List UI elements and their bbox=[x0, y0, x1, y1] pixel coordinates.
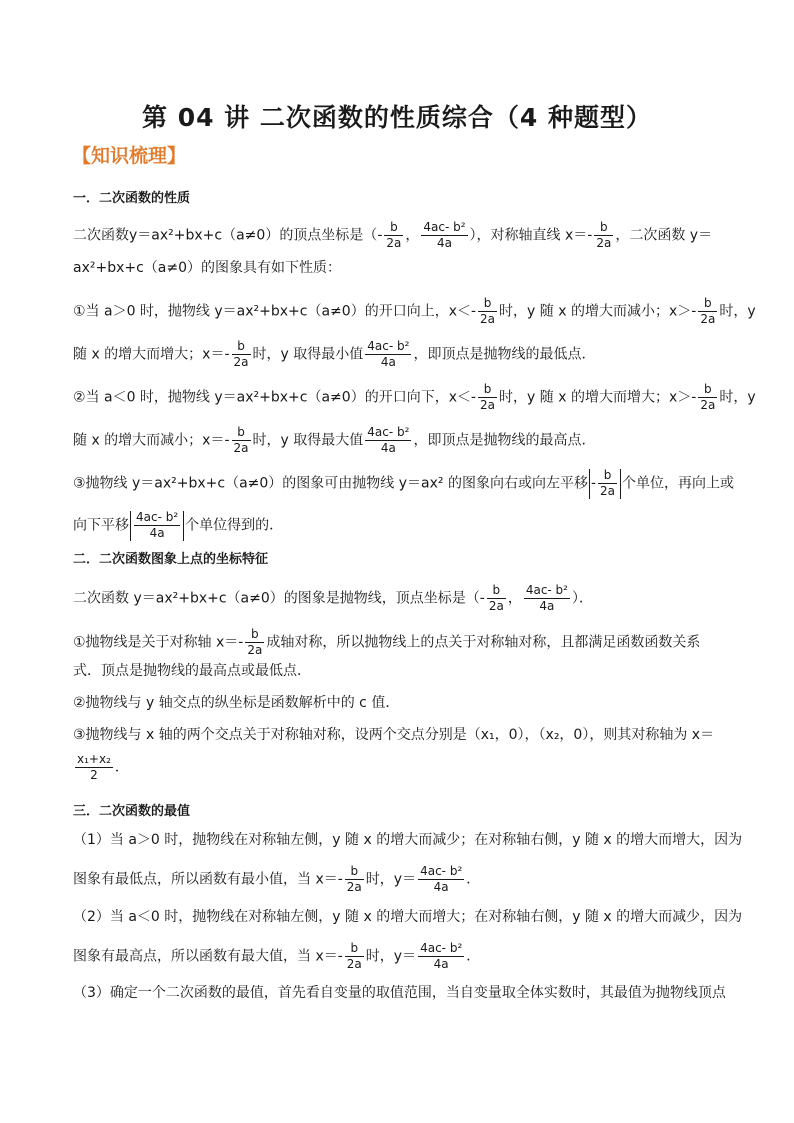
fraction-b-over-2a: $\frac{b}{2a}$ bbox=[480, 382, 496, 412]
fraction-b-over-2a: $\frac{b}{2a}$ bbox=[488, 583, 504, 613]
fraction-b-over-2a: $\frac{b}{2a}$ bbox=[346, 864, 362, 894]
fraction-4ac-b2-over-4a: $\frac{\text{4ac- b²}}{4a}$ bbox=[525, 583, 568, 613]
fraction-b-over-2a: $\frac{b}{2a}$ bbox=[596, 220, 612, 250]
paragraph-line: 图象有最高点，所以函数有最大值，当 x＝- $\frac{b}{2a}$ 时，y＝ $\frac{\text{4ac- b²}}{4a}$ ． bbox=[73, 941, 481, 971]
paragraph-line: 二次函数 y＝ax²+bx+c（a≠0）的图象是抛物线，顶点坐标是（- $\frac{b}{2a}$ ， $\frac{\text{4ac- b²}}{4a}$ ）． bbox=[73, 583, 593, 613]
fraction-4ac-b2-over-4a: $\frac{\text{4ac- b²}}{4a}$ bbox=[420, 864, 463, 894]
section-heading-properties: 一．二次函数的性质 bbox=[73, 191, 191, 206]
paragraph-line: 式．顶点是抛物线的最高点或最低点． bbox=[73, 663, 311, 679]
paragraph-line: 二次函数y＝ax²+bx+c（a≠0）的顶点坐标是（- $\frac{b}{2a}$ ， $\frac{\text{4ac- b²}}{4a}$ ），对称轴直线 x＝- $\frac{b}{2a}$ ，二次函数 y＝ bbox=[73, 220, 713, 250]
fraction-4ac-b2-over-4a: $\frac{\text{4ac- b²}}{4a}$ bbox=[420, 941, 463, 971]
fraction-b-over-2a: $\frac{b}{2a}$ bbox=[247, 627, 263, 657]
fraction-4ac-b2-over-4a: $\frac{\text{4ac- b²}}{4a}$ bbox=[367, 425, 410, 455]
absolute-bar bbox=[589, 469, 590, 499]
paragraph-line: ②抛物线与 y 轴交点的纵坐标是函数解析中的 c 值． bbox=[73, 695, 400, 711]
fraction-b-over-2a: $\frac{b}{2a}$ bbox=[233, 425, 249, 455]
paragraph-line: ①抛物线是关于对称轴 x＝- $\frac{b}{2a}$ 成轴对称，所以抛物线上的点关于对称轴对称，且都满足函数函数关系 bbox=[73, 627, 701, 657]
fraction-b-over-2a: $\frac{b}{2a}$ bbox=[700, 296, 716, 326]
section-heading-coordinate-features: 二．二次函数图象上点的坐标特征 bbox=[73, 552, 269, 567]
paragraph-line: $\frac{\text{x₁+x₂}}{2}$ ． bbox=[77, 752, 129, 782]
paragraph-line: ③抛物线 y＝ax²+bx+c（a≠0）的图象可由抛物线 y＝ax² 的图象向右或向左平移 - $\frac{b}{2a}$ 个单位，再向上或 bbox=[73, 468, 735, 498]
page-title: 第 04 讲 二次函数的性质综合（4 种题型） bbox=[141, 103, 652, 132]
paragraph-line: （2）当 a＜0 时，抛物线在对称轴左侧，y 随 x 的增大而增大；在对称轴右侧，y 随 x 的增大而减少，因为 bbox=[73, 909, 743, 925]
paragraph-line: ①当 a＞0 时，抛物线 y＝ax²+bx+c（a≠0）的开口向上，x＜- $\frac{b}{2a}$ 时，y 随 x 的增大而减小；x＞- $\frac{b}{2a}$ 时，y bbox=[73, 296, 756, 326]
absolute-bar bbox=[130, 511, 131, 541]
fraction-4ac-b2-over-4a: $\frac{\text{4ac- b²}}{4a}$ bbox=[423, 220, 466, 250]
fraction-b-over-2a: $\frac{b}{2a}$ bbox=[480, 296, 496, 326]
section-heading-extremum: 三．二次函数的最值 bbox=[73, 804, 191, 819]
fraction-b-over-2a: $\frac{b}{2a}$ bbox=[700, 382, 716, 412]
absolute-bar bbox=[620, 469, 621, 499]
paragraph-line: 随 x 的增大而增大；x＝- $\frac{b}{2a}$ 时，y 取得最小值 $\frac{\text{4ac- b²}}{4a}$ ，即顶点是抛物线的最低点． bbox=[73, 339, 596, 369]
fraction-b-over-2a: $\frac{b}{2a}$ bbox=[233, 339, 249, 369]
fraction-b-over-2a: $\frac{b}{2a}$ bbox=[386, 220, 402, 250]
fraction-4ac-b2-over-4a: $\frac{\text{4ac- b²}}{4a}$ bbox=[136, 510, 179, 540]
fraction-b-over-2a: $\frac{b}{2a}$ bbox=[600, 468, 616, 498]
paragraph-line: ③抛物线与 x 轴的两个交点关于对称轴对称，设两个交点分别是（x₁，0），（x₂，0），则其对称轴为 x＝ bbox=[73, 727, 715, 743]
paragraph-line: ②当 a＜0 时，抛物线 y＝ax²+bx+c（a≠0）的开口向下，x＜- $\frac{b}{2a}$ 时，y 随 x 的增大而增大；x＞- $\frac{b}{2a}$ 时，y bbox=[73, 382, 756, 412]
paragraph-line: ax²+bx+c（a≠0）的图象具有如下性质： bbox=[73, 260, 342, 276]
fraction-x1-plus-x2-over-2: $\frac{\text{x₁+x₂}}{2}$ bbox=[77, 752, 111, 782]
section-tag-knowledge: 【知识梳理】 bbox=[72, 145, 187, 167]
paragraph-line: 随 x 的增大而减小；x＝- $\frac{b}{2a}$ 时，y 取得最大值 $\frac{\text{4ac- b²}}{4a}$ ，即顶点是抛物线的最高点． bbox=[73, 425, 596, 455]
paragraph-line: （3）确定一个二次函数的最值，首先看自变量的取值范围，当自变量取全体实数时，其最值为抛物线顶点 bbox=[73, 985, 726, 1001]
fraction-4ac-b2-over-4a: $\frac{\text{4ac- b²}}{4a}$ bbox=[367, 339, 410, 369]
paragraph-line: 向下平移 $\frac{\text{4ac- b²}}{4a}$ 个单位得到的． bbox=[73, 510, 284, 540]
paragraph-line: 图象有最低点，所以函数有最小值，当 x＝- $\frac{b}{2a}$ 时，y＝ $\frac{\text{4ac- b²}}{4a}$ ． bbox=[73, 864, 481, 894]
fraction-b-over-2a: $\frac{b}{2a}$ bbox=[346, 941, 362, 971]
paragraph-line: （1）当 a＞0 时，抛物线在对称轴左侧，y 随 x 的增大而减少；在对称轴右侧，y 随 x 的增大而增大，因为 bbox=[73, 832, 743, 848]
